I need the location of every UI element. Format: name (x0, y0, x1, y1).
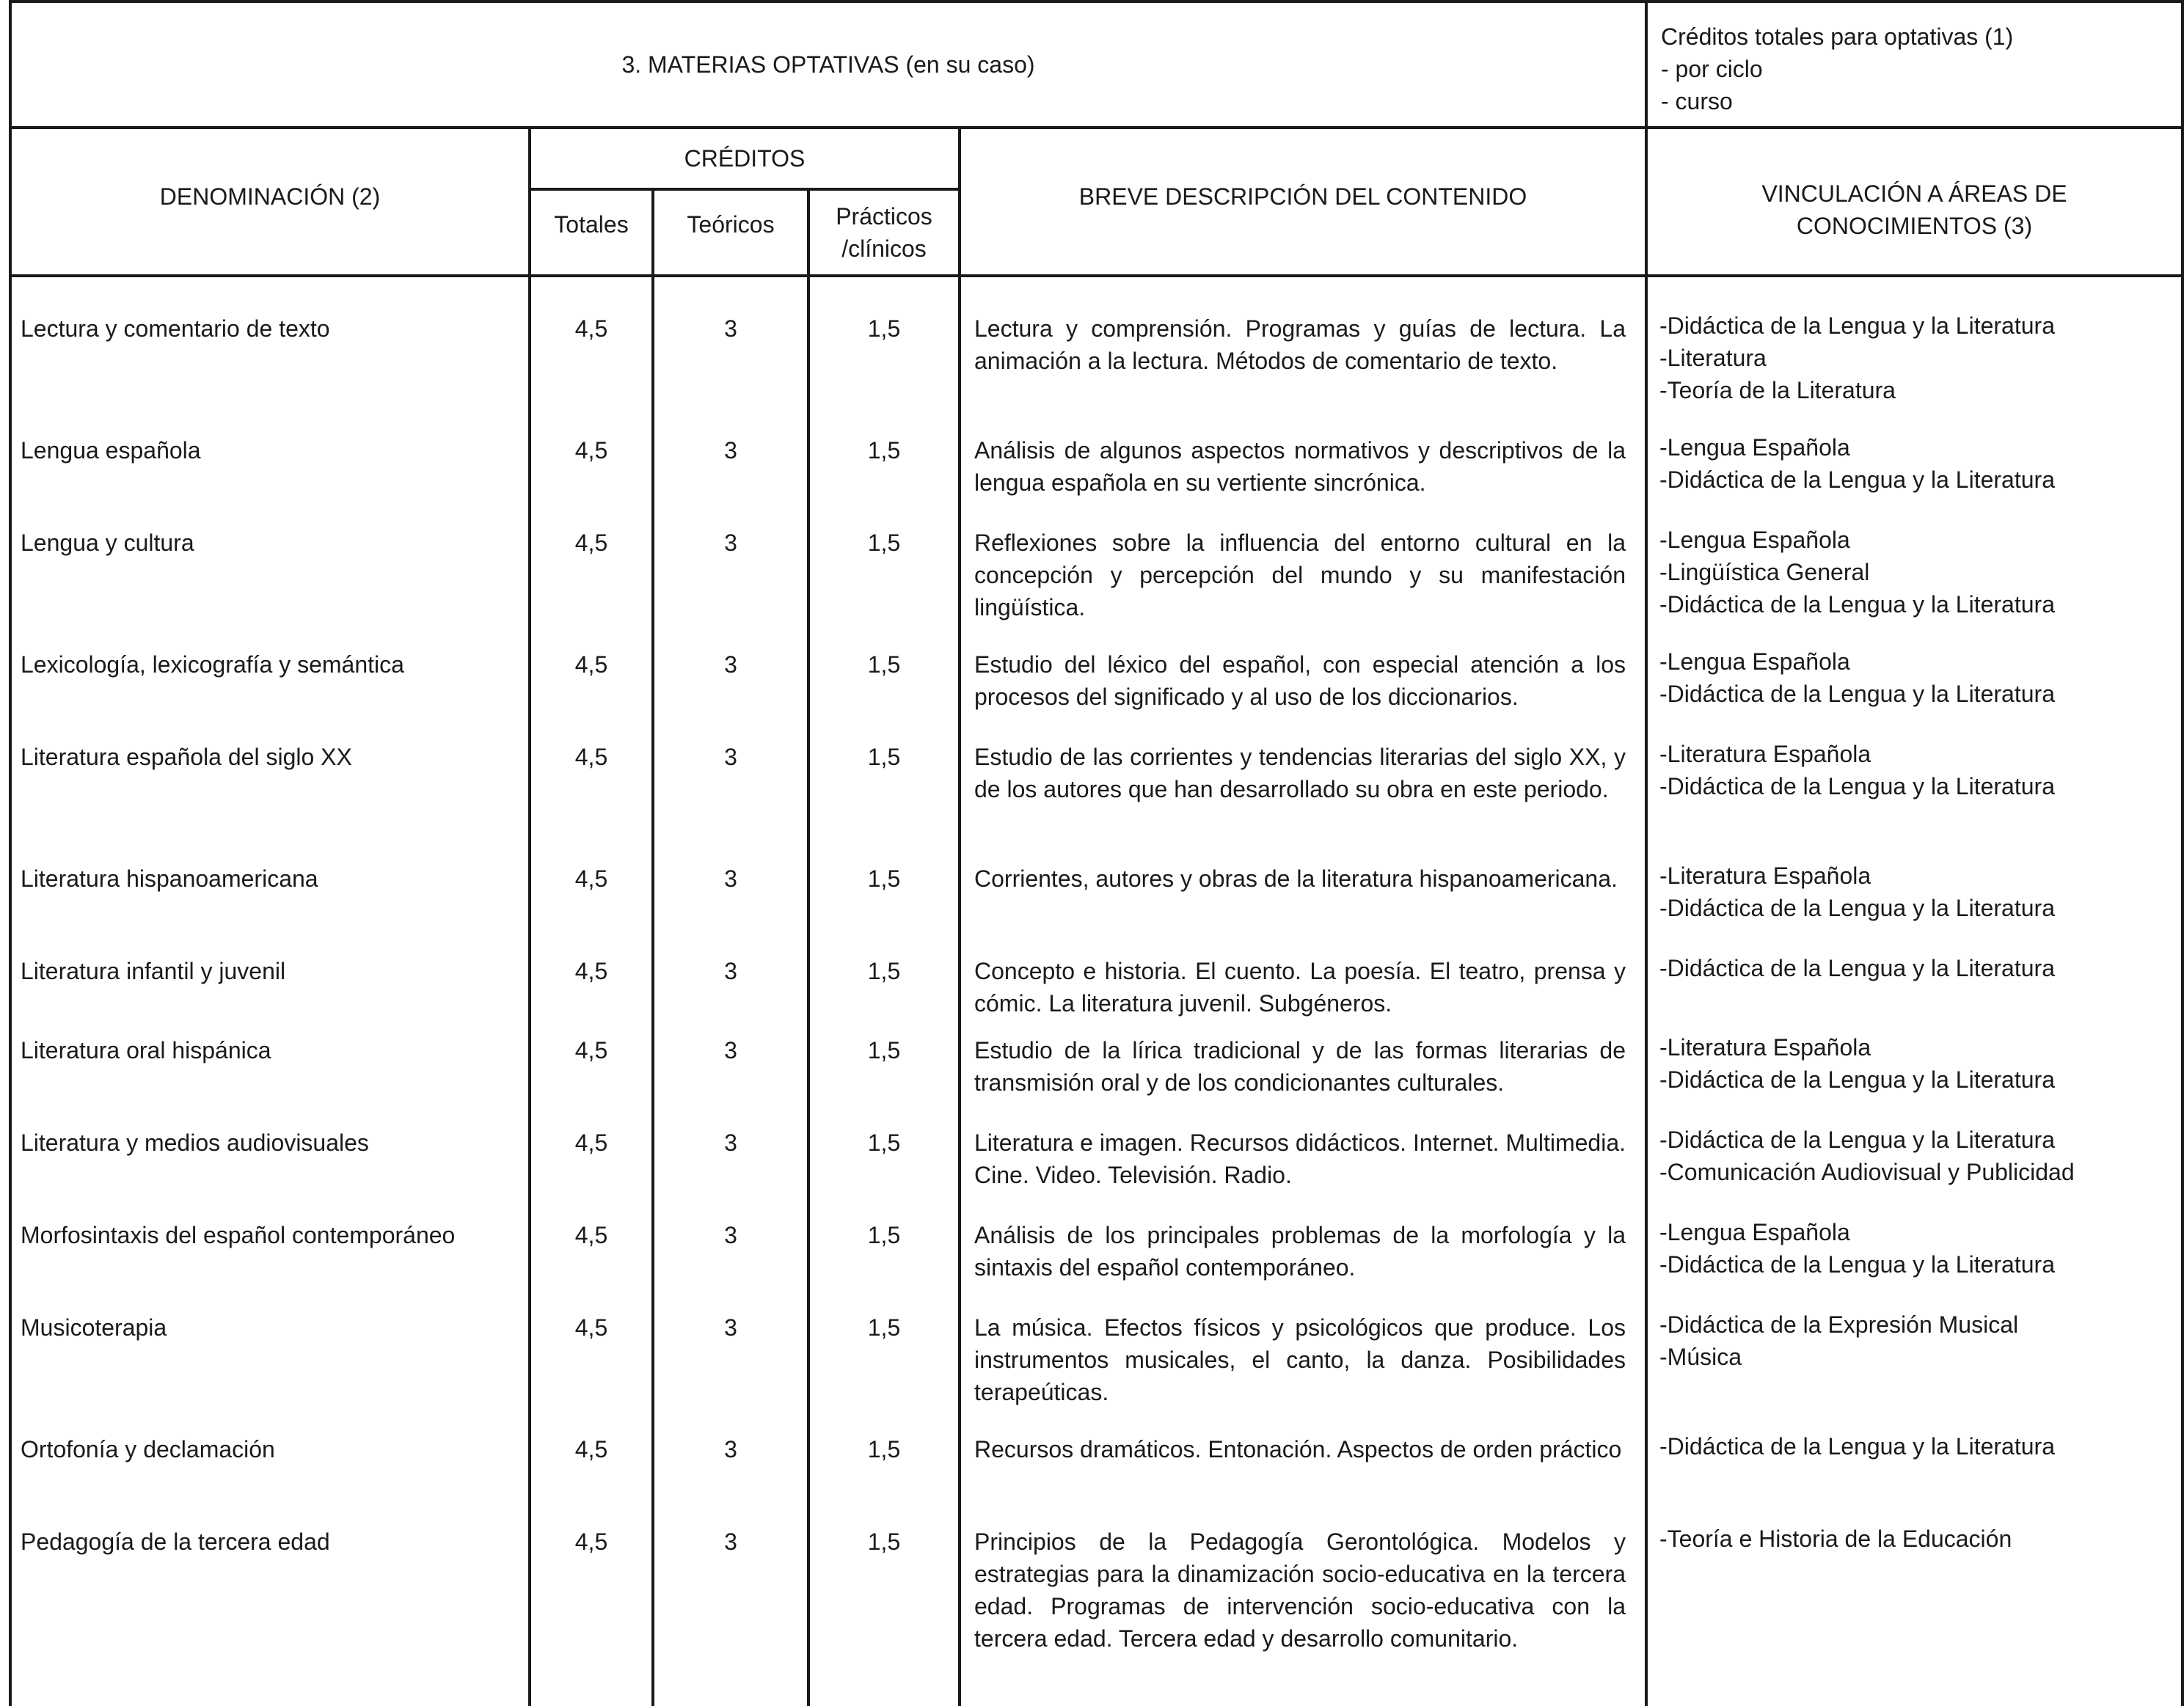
knowledge-areas (1659, 952, 2055, 984)
column-header-teoricos (654, 191, 807, 258)
subject-description: Reflexiones sobre la influencia del entorno cultural en la concepción y percepción del mundo y su manifestación lingüística. (974, 530, 1626, 620)
credits-teoricos: 3 (724, 530, 737, 556)
knowledge-area-item: -Comunicación Audiovisual y Publicidad (1659, 1159, 2075, 1185)
credits-teoricos: 3 (724, 437, 737, 464)
credits-note-line: - curso (1661, 88, 1733, 114)
knowledge-area-item: -Literatura Española (1659, 741, 1871, 767)
subject-name: Lengua y cultura (21, 530, 194, 556)
subject-name: Literatura y medios audiovisuales (21, 1130, 369, 1156)
subject-name: Literatura española del siglo XX (21, 744, 352, 770)
credits-teoricos: 3 (724, 315, 737, 342)
subject-description: Literatura e imagen. Recursos didácticos. Internet. Multimedia. Cine. Video. Televisión. Radio. (974, 1130, 1626, 1188)
subject-description: Lectura y comprensión. Programas y guías de lectura. La animación a la lectura. Métodos de comentario de texto. (974, 315, 1626, 374)
credits-teoricos: 3 (724, 1222, 737, 1248)
subject-description: La música. Efectos físicos y psicológicos que produce. Los instrumentos musicales, el canto, la danza. Posibilidades terapeúticas. (974, 1314, 1626, 1405)
knowledge-areas (1659, 310, 2055, 406)
credits-totales: 4,5 (574, 651, 608, 678)
credits-totales: 4,5 (574, 1436, 608, 1462)
credits-totales: 4,5 (574, 1130, 608, 1156)
column-header-vinculacion-text: CONOCIMIENTOS (3) (1796, 213, 2033, 239)
credits-practicos: 1,5 (867, 315, 901, 342)
knowledge-areas (1659, 645, 2055, 710)
subject-name: Lexicología, lexicografía y semántica (21, 651, 404, 678)
knowledge-area-item: -Literatura Española (1659, 1034, 1871, 1061)
column-header-totales (531, 191, 651, 258)
table-right-border (2181, 0, 2184, 1706)
column-header-creditos (531, 129, 958, 188)
credits-teoricos: 3 (724, 1436, 737, 1462)
subject-name: Musicoterapia (21, 1314, 167, 1341)
knowledge-area-item: -Didáctica de la Lengua y la Literatura (1659, 1066, 2055, 1093)
column-header-teoricos-text: Teóricos (687, 211, 775, 238)
knowledge-area-item: -Didáctica de la Expresión Musical (1659, 1311, 2019, 1338)
subject-description: Estudio de la lírica tradicional y de las formas literarias de transmisión oral y de los condicionantes culturales. (974, 1037, 1626, 1096)
knowledge-area-item: -Literatura Española (1659, 863, 1871, 889)
credits-totales: 4,5 (574, 437, 608, 464)
column-header-creditos-text: CRÉDITOS (684, 145, 806, 172)
subject-name: Literatura hispanoamericana (21, 865, 318, 892)
subject-description: Estudio del léxico del español, con especial atención a los procesos del significado y al uso de los diccionarios. (974, 651, 1626, 710)
subject-description: Estudio de las corrientes y tendencias literarias del siglo XX, y de los autores que han desarrollado su obra en este periodo. (974, 744, 1626, 802)
knowledge-areas (1659, 431, 2055, 496)
knowledge-areas (1659, 524, 2055, 620)
credits-teoricos: 3 (724, 865, 737, 892)
knowledge-areas (1659, 738, 2055, 802)
credits-practicos: 1,5 (867, 530, 901, 556)
credits-totales: 4,5 (574, 315, 608, 342)
denominacion-column-divider (528, 128, 531, 1706)
knowledge-area-item: -Lengua Española (1659, 527, 1850, 553)
credits-practicos: 1,5 (867, 1222, 901, 1248)
knowledge-areas (1659, 1031, 2055, 1096)
knowledge-area-item: -Didáctica de la Lengua y la Literatura (1659, 955, 2055, 981)
subject-name: Literatura infantil y juvenil (21, 958, 286, 984)
credits-practicos: 1,5 (867, 744, 901, 770)
knowledge-areas (1659, 1216, 2055, 1281)
subject-description: Corrientes, autores y obras de la literatura hispanoamericana. (974, 865, 1618, 892)
credits-teoricos: 3 (724, 1037, 737, 1063)
credits-practicos: 1,5 (867, 865, 901, 892)
subject-description: Concepto e historia. El cuento. La poesía. El teatro, prensa y cómic. La literatura juvenil. Subgéneros. (974, 958, 1626, 1017)
credits-practicos: 1,5 (867, 1529, 901, 1555)
column-header-totales-text: Totales (554, 211, 629, 238)
knowledge-areas (1659, 1124, 2075, 1188)
knowledge-areas (1659, 1430, 2055, 1462)
knowledge-area-item: -Lingüística General (1659, 559, 1870, 585)
section-title (12, 3, 1645, 126)
subject-description: Análisis de algunos aspectos normativos y descriptivos de la lengua española en su vertiente sincrónica. (974, 437, 1626, 496)
credits-note-line: - por ciclo (1661, 56, 1763, 82)
section-title-text: 3. MATERIAS OPTATIVAS (en su caso) (621, 51, 1035, 78)
subject-description: Recursos dramáticos. Entonación. Aspectos de orden práctico (974, 1436, 1622, 1462)
knowledge-areas (1659, 1523, 2012, 1555)
knowledge-areas (1659, 860, 2055, 924)
column-header-denominacion-text: DENOMINACIÓN (2) (159, 183, 381, 210)
knowledge-area-item: -Didáctica de la Lengua y la Literatura (1659, 1251, 2055, 1278)
knowledge-area-item: -Didáctica de la Lengua y la Literatura (1659, 466, 2055, 493)
column-header-vinculacion-text: VINCULACIÓN A ÁREAS DE (1761, 180, 2067, 207)
subject-name: Morfosintaxis del español contemporáneo (21, 1222, 456, 1248)
subject-name: Ortofonía y declamación (21, 1436, 275, 1462)
totales-column-divider (651, 189, 654, 1706)
credits-practicos: 1,5 (867, 1037, 901, 1063)
knowledge-area-item: -Teoría e Historia de la Educación (1659, 1526, 2012, 1552)
column-header-practicos-text: /clínicos (841, 235, 927, 262)
knowledge-area-item: -Didáctica de la Lengua y la Literatura (1659, 895, 2055, 921)
knowledge-area-item: -Didáctica de la Lengua y la Literatura (1659, 681, 2055, 707)
practicos-column-divider (958, 128, 961, 1706)
column-header-denominacion (12, 129, 528, 264)
subject-description: Análisis de los principales problemas de la morfología y la sintaxis del español contemporáneo. (974, 1222, 1626, 1281)
credits-teoricos: 3 (724, 744, 737, 770)
knowledge-area-item: -Teoría de la Literatura (1659, 377, 1896, 403)
credits-totales: 4,5 (574, 1222, 608, 1248)
column-header-practicos-text: Prácticos (836, 203, 932, 230)
credits-totales: 4,5 (574, 865, 608, 892)
credits-totales: 4,5 (574, 530, 608, 556)
knowledge-areas (1659, 1308, 2018, 1373)
credits-practicos: 1,5 (867, 1130, 901, 1156)
subject-description: Principios de la Pedagogía Gerontológica. Modelos y estrategias para la dinamización socio-educativa en la tercera edad. Programas de intervención socio-educativa con la tercera edad. Tercera edad y desarrollo comunitario. (974, 1529, 1626, 1652)
credits-teoricos: 3 (724, 651, 737, 678)
credits-teoricos: 3 (724, 1130, 737, 1156)
credits-totales: 4,5 (574, 1037, 608, 1063)
column-header-descripcion (961, 129, 1645, 264)
credits-teoricos: 3 (724, 958, 737, 984)
credits-teoricos: 3 (724, 1314, 737, 1341)
credits-practicos: 1,5 (867, 958, 901, 984)
knowledge-area-item: -Didáctica de la Lengua y la Literatura (1659, 1127, 2055, 1153)
knowledge-area-item: -Lengua Española (1659, 1219, 1850, 1245)
column-header-descripcion-text: BREVE DESCRIPCIÓN DEL CONTENIDO (1078, 183, 1527, 210)
knowledge-area-item: -Didáctica de la Lengua y la Literatura (1659, 773, 2055, 799)
credits-practicos: 1,5 (867, 651, 901, 678)
column-header-practicos (810, 192, 958, 273)
credits-practicos: 1,5 (867, 1436, 901, 1462)
credits-teoricos: 3 (724, 1529, 737, 1555)
subject-name: Pedagogía de la tercera edad (21, 1529, 330, 1555)
knowledge-area-item: -Literatura (1659, 345, 1767, 371)
credits-totales: 4,5 (574, 1314, 608, 1341)
credits-practicos: 1,5 (867, 1314, 901, 1341)
subject-name: Lectura y comentario de texto (21, 315, 330, 342)
credits-totales: 4,5 (574, 958, 608, 984)
credits-note (1661, 21, 2013, 117)
knowledge-area-item: -Lengua Española (1659, 434, 1850, 461)
credits-note-line: Créditos totales para optativas (1) (1661, 23, 2014, 50)
credits-practicos: 1,5 (867, 437, 901, 464)
knowledge-area-item: -Didáctica de la Lengua y la Literatura (1659, 1433, 2055, 1460)
knowledge-area-item: -Lengua Española (1659, 648, 1850, 675)
knowledge-area-item: -Didáctica de la Lengua y la Literatura (1659, 591, 2055, 618)
knowledge-area-item: -Didáctica de la Lengua y la Literatura (1659, 312, 2055, 339)
knowledge-area-item: -Música (1659, 1344, 1742, 1370)
subject-name: Lengua española (21, 437, 201, 464)
column-header-vinculacion (1648, 129, 2181, 299)
credits-totales: 4,5 (574, 1529, 608, 1555)
teoricos-column-divider (807, 189, 810, 1706)
subject-name: Literatura oral hispánica (21, 1037, 271, 1063)
credits-totales: 4,5 (574, 744, 608, 770)
